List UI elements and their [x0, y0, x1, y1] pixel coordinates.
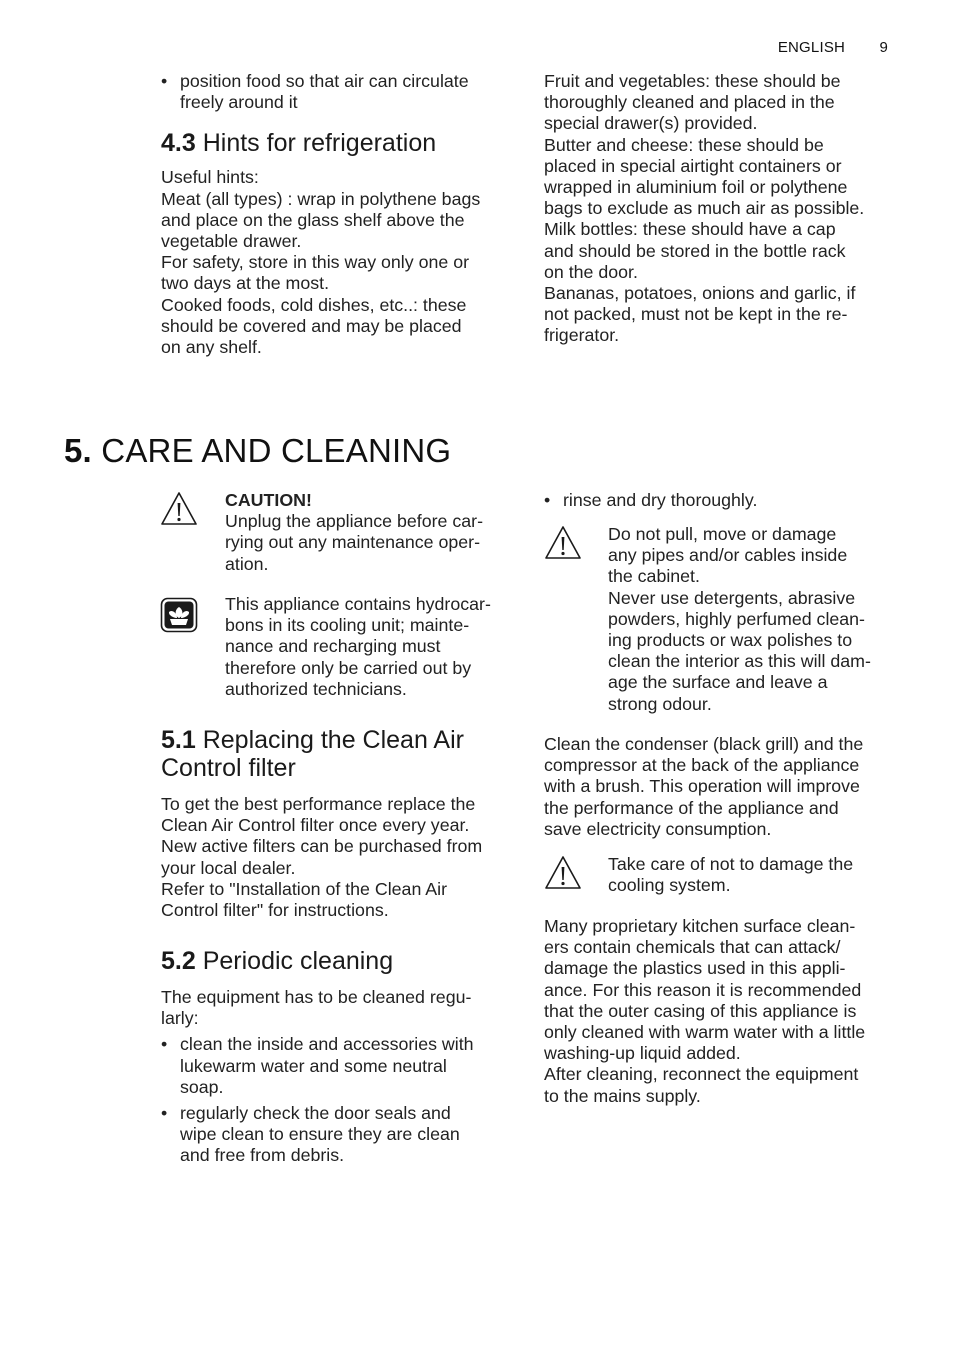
list-item: • clean the inside and accessories with lukewarm water and some neutral soap.: [161, 1034, 513, 1098]
top-right-column: Fruit and vegetables: these should be thoroughly cleaned and placed in the special drawer(s) provided. Butter and cheese: these should be placed in special airtight containers or wrapped in aluminium foil or polythene bags to exclude as much air as possible. Milk bottles: these should have a cap and should be stored in the bottle rack on the door. Bananas, potatoes, onions and garlic, if not packed, must not be kept in the re- frigerator.: [544, 71, 865, 346]
environment-leaf-icon: [160, 597, 198, 638]
section-5-2-intro: The equipment has to be cleaned regu- larly:: [161, 987, 472, 1029]
section-5-1-text: To get the best performance replace the Clean Air Control filter once every year. New active filters can be purchased from your local dealer. Refer to "Installation of the Clean Air Control filter" for instructions.: [161, 794, 483, 921]
page-number: 9: [879, 39, 888, 56]
warning-triangle-icon: [160, 491, 198, 532]
final-cleaning-text: Many proprietary kitchen surface clean- ers contain chemicals that can attack/ damage the plastics used in this appli- ance. For this reason it is recommended that the outer casing of this appliance is only cleaned with warm water with a little washing-up liquid added. After cleaning, reconnect the equipment to the mains supply.: [544, 916, 866, 1106]
list-item: • regularly check the door seals and wipe clean to ensure they are clean and free from debris.: [161, 1103, 513, 1167]
section-5-2: [161, 947, 513, 1167]
top-left-column: [161, 71, 513, 358]
caution-note: CAUTION! Unplug the appliance before car- rying out any maintenance oper- ation.: [225, 490, 525, 575]
list-item: • position food so that air can circulate freely around it: [161, 71, 513, 113]
warning-cooling-note: Take care of not to damage the cooling system.: [608, 854, 854, 896]
caution-heading: CAUTION!: [225, 490, 312, 510]
section-heading-5-2: 5.2 Periodic cleaning: [161, 947, 394, 975]
list-item: • rinse and dry thoroughly.: [544, 490, 896, 511]
environment-note: This appliance contains hydrocar- bons in its cooling unit; mainte- nance and recharging must therefore only be carried out by authorized technicians.: [225, 594, 491, 699]
condenser-text: Clean the condenser (black grill) and the compressor at the back of the appliance with a brush. This operation will improve the performance of the appliance and save electricity consumption.: [544, 734, 864, 839]
section-heading-5-1: 5.1 Replacing the Clean Air Control filter: [161, 726, 464, 782]
warning-pipes-note: Do not pull, move or damage any pipes and/or cables inside the cabinet. Never use detergents, abrasive powders, highly perfumed clean- ing products or wax polishes to clean the interior as this will dam- age the surface and leave a strong odour.: [608, 524, 871, 714]
chapter-title: 5. CARE AND CLEANING: [64, 432, 452, 469]
rinse-bullet: [544, 490, 896, 511]
warning-triangle-icon: [544, 525, 582, 566]
section-heading-4-3: 4.3 Hints for refrigeration: [161, 129, 437, 158]
refrigeration-hints-text: Useful hints: Meat (all types) : wrap in polythene bags and place on the glass shelf above the vegetable drawer. For safety, store in this way only one or two days at the most. Cooked foods, cold dishes, etc..: these should be covered and may be placed on any shelf.: [161, 167, 481, 358]
section-5-1: [161, 726, 513, 921]
page-header: [778, 39, 888, 56]
warning-triangle-icon: [544, 855, 582, 896]
header-language: ENGLISH: [777, 39, 846, 56]
